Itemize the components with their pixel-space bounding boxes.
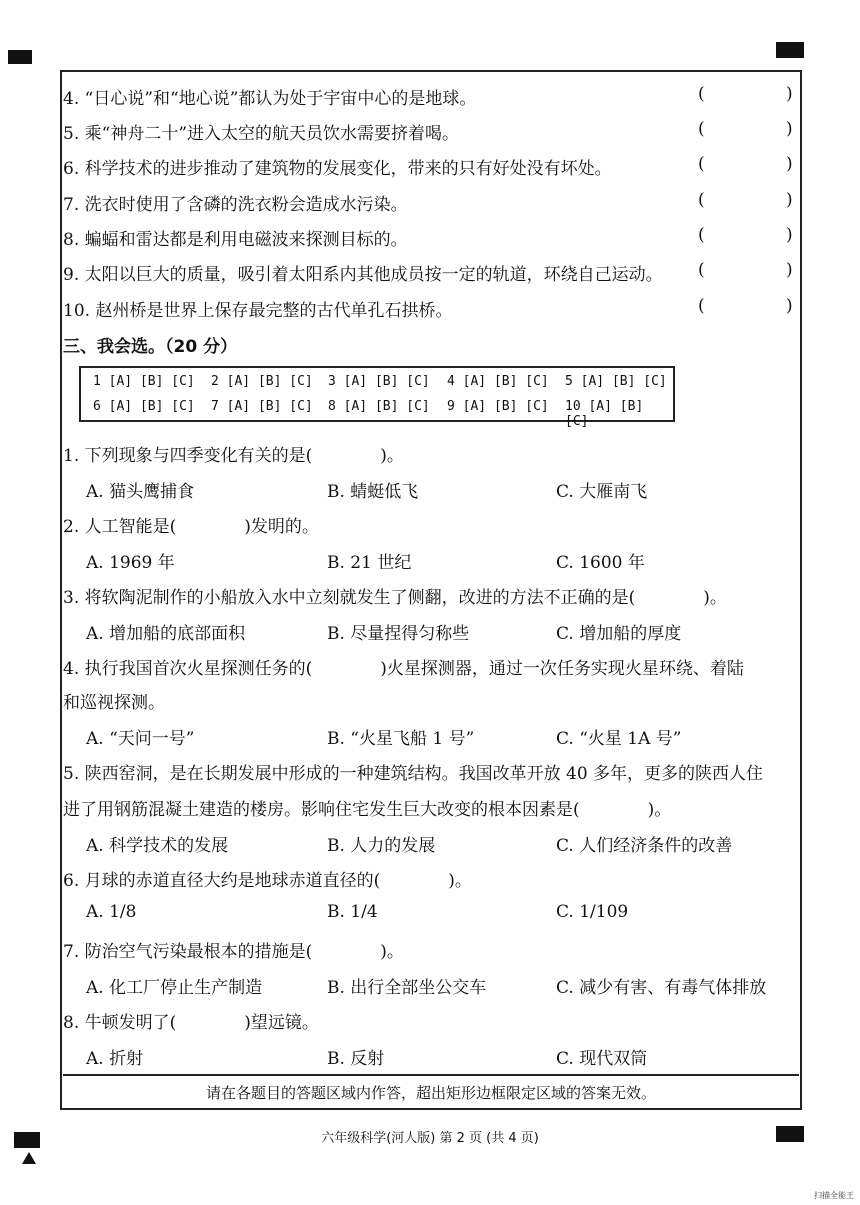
option-c: C. 现代双筒 [556, 1049, 648, 1069]
option-b: B. 人力的发展 [327, 836, 436, 856]
option-a: A. 1969 年 [86, 553, 175, 573]
option-a: A. 化工厂停止生产制造 [86, 978, 263, 998]
question-5-cont: 进了用钢筋混凝土建造的楼房。影响住宅发生巨大改变的根本因素是( )。 [63, 800, 672, 820]
bubble-group-7[interactable]: 7 [A] [B] [C] [211, 399, 313, 414]
answer-paren-open: ( [698, 260, 705, 280]
tf-item: 5. 乘“神舟二十”进入太空的航天员饮水需要挤着喝。 [63, 124, 460, 144]
answer-paren-close: ) [786, 154, 793, 174]
option-a: A. 猫头鹰捕食 [86, 482, 195, 502]
answer-paren-open: ( [698, 190, 705, 210]
option-b: B. 尽量捏得匀称些 [327, 624, 470, 644]
bubble-group-6[interactable]: 6 [A] [B] [C] [93, 399, 195, 414]
answer-paren-open: ( [698, 225, 705, 245]
option-c: C. 减少有害、有毒气体排放 [556, 978, 767, 998]
option-c: C. 大雁南飞 [556, 482, 648, 502]
question-7: 7. 防治空气污染最根本的措施是( )。 [63, 942, 404, 962]
bubble-group-10[interactable]: 10 [A] [B] [C] [565, 399, 644, 429]
answer-paren-close: ) [786, 296, 793, 316]
option-b: B. 出行全部坐公交车 [327, 978, 487, 998]
question-1: 1. 下列现象与四季变化有关的是( )。 [63, 446, 404, 466]
bubble-group-9[interactable]: 9 [A] [B] [C] [447, 399, 549, 414]
option-b: B. 1/4 [327, 902, 378, 922]
tf-item: 4. “日心说”和“地心说”都认为处于宇宙中心的是地球。 [63, 89, 477, 109]
question-5: 5. 陕西窑洞，是在长期发展中形成的一种建筑结构。我国改革开放 40 多年，更多的陕西人住 [63, 764, 764, 784]
page-footer: 六年级科学(河人版) 第 2 页 (共 4 页) [321, 1131, 539, 1146]
answer-paren-close: ) [786, 225, 793, 245]
answer-paren-close: ) [786, 190, 793, 210]
registration-mark-top-left [8, 50, 32, 64]
option-b: B. 反射 [327, 1049, 385, 1069]
option-b: B. 21 世纪 [327, 553, 412, 573]
bubble-group-2[interactable]: 2 [A] [B] [C] [211, 374, 313, 389]
tf-item: 7. 洗衣时使用了含磷的洗衣粉会造成水污染。 [63, 195, 408, 215]
bubble-group-3[interactable]: 3 [A] [B] [C] [328, 374, 430, 389]
tf-item: 10. 赵州桥是世界上保存最完整的古代单孔石拱桥。 [63, 301, 453, 321]
answer-paren-close: ) [786, 260, 793, 280]
question-6: 6. 月球的赤道直径大约是地球赤道直径的( )。 [63, 871, 472, 891]
option-b: B. 蜻蜓低飞 [327, 482, 419, 502]
question-8: 8. 牛顿发明了( )望远镜。 [63, 1013, 319, 1033]
answer-paren-open: ( [698, 154, 705, 174]
section-title: 三、我会选。（20 分） [63, 337, 238, 357]
answer-area-notice: 请在各题目的答题区域内作答，超出矩形边框限定区域的答案无效。 [63, 1074, 799, 1110]
option-c: C. 增加船的厚度 [556, 624, 682, 644]
bubble-group-1[interactable]: 1 [A] [B] [C] [93, 374, 195, 389]
answer-paren-close: ) [786, 84, 793, 104]
answer-paren-close: ) [786, 119, 793, 139]
registration-mark-top-right [776, 42, 804, 58]
option-c: C. 1/109 [556, 902, 629, 922]
option-a: A. 增加船的底部面积 [86, 624, 246, 644]
bubble-group-4[interactable]: 4 [A] [B] [C] [447, 374, 549, 389]
question-4: 4. 执行我国首次火星探测任务的( )火星探测器，通过一次任务实现火星环绕、着陆 [63, 659, 744, 679]
option-a: A. 折射 [86, 1049, 144, 1069]
answer-paren-open: ( [698, 84, 705, 104]
tf-item: 8. 蝙蝠和雷达都是利用电磁波来探测目标的。 [63, 230, 408, 250]
option-a: A. 科学技术的发展 [86, 836, 229, 856]
tf-item: 9. 太阳以巨大的质量，吸引着太阳系内其他成员按一定的轨道，环绕自己运动。 [63, 265, 663, 285]
question-2: 2. 人工智能是( )发明的。 [63, 517, 319, 537]
answer-bubble-grid [79, 366, 675, 429]
bubble-group-8[interactable]: 8 [A] [B] [C] [328, 399, 430, 414]
question-4-cont: 和巡视探测。 [63, 693, 165, 713]
option-c: C. 1600 年 [556, 553, 645, 573]
option-b: B. “火星飞船 1 号” [327, 729, 475, 749]
answer-paren-open: ( [698, 296, 705, 316]
bubble-group-5[interactable]: 5 [A] [B] [C] [565, 374, 667, 389]
option-a: A. “天问一号” [86, 729, 195, 749]
question-3: 3. 将软陶泥制作的小船放入水中立刻就发生了侧翻，改进的方法不正确的是( )。 [63, 588, 727, 608]
option-c: C. 人们经济条件的改善 [556, 836, 733, 856]
option-c: C. “火星 1A 号” [556, 729, 682, 749]
tf-item: 6. 科学技术的进步推动了建筑物的发展变化，带来的只有好处没有坏处。 [63, 159, 612, 179]
triangle-icon [22, 1152, 36, 1164]
answer-paren-open: ( [698, 119, 705, 139]
option-a: A. 1/8 [86, 902, 137, 922]
scanner-badge: 扫描全能王 [814, 1191, 854, 1200]
